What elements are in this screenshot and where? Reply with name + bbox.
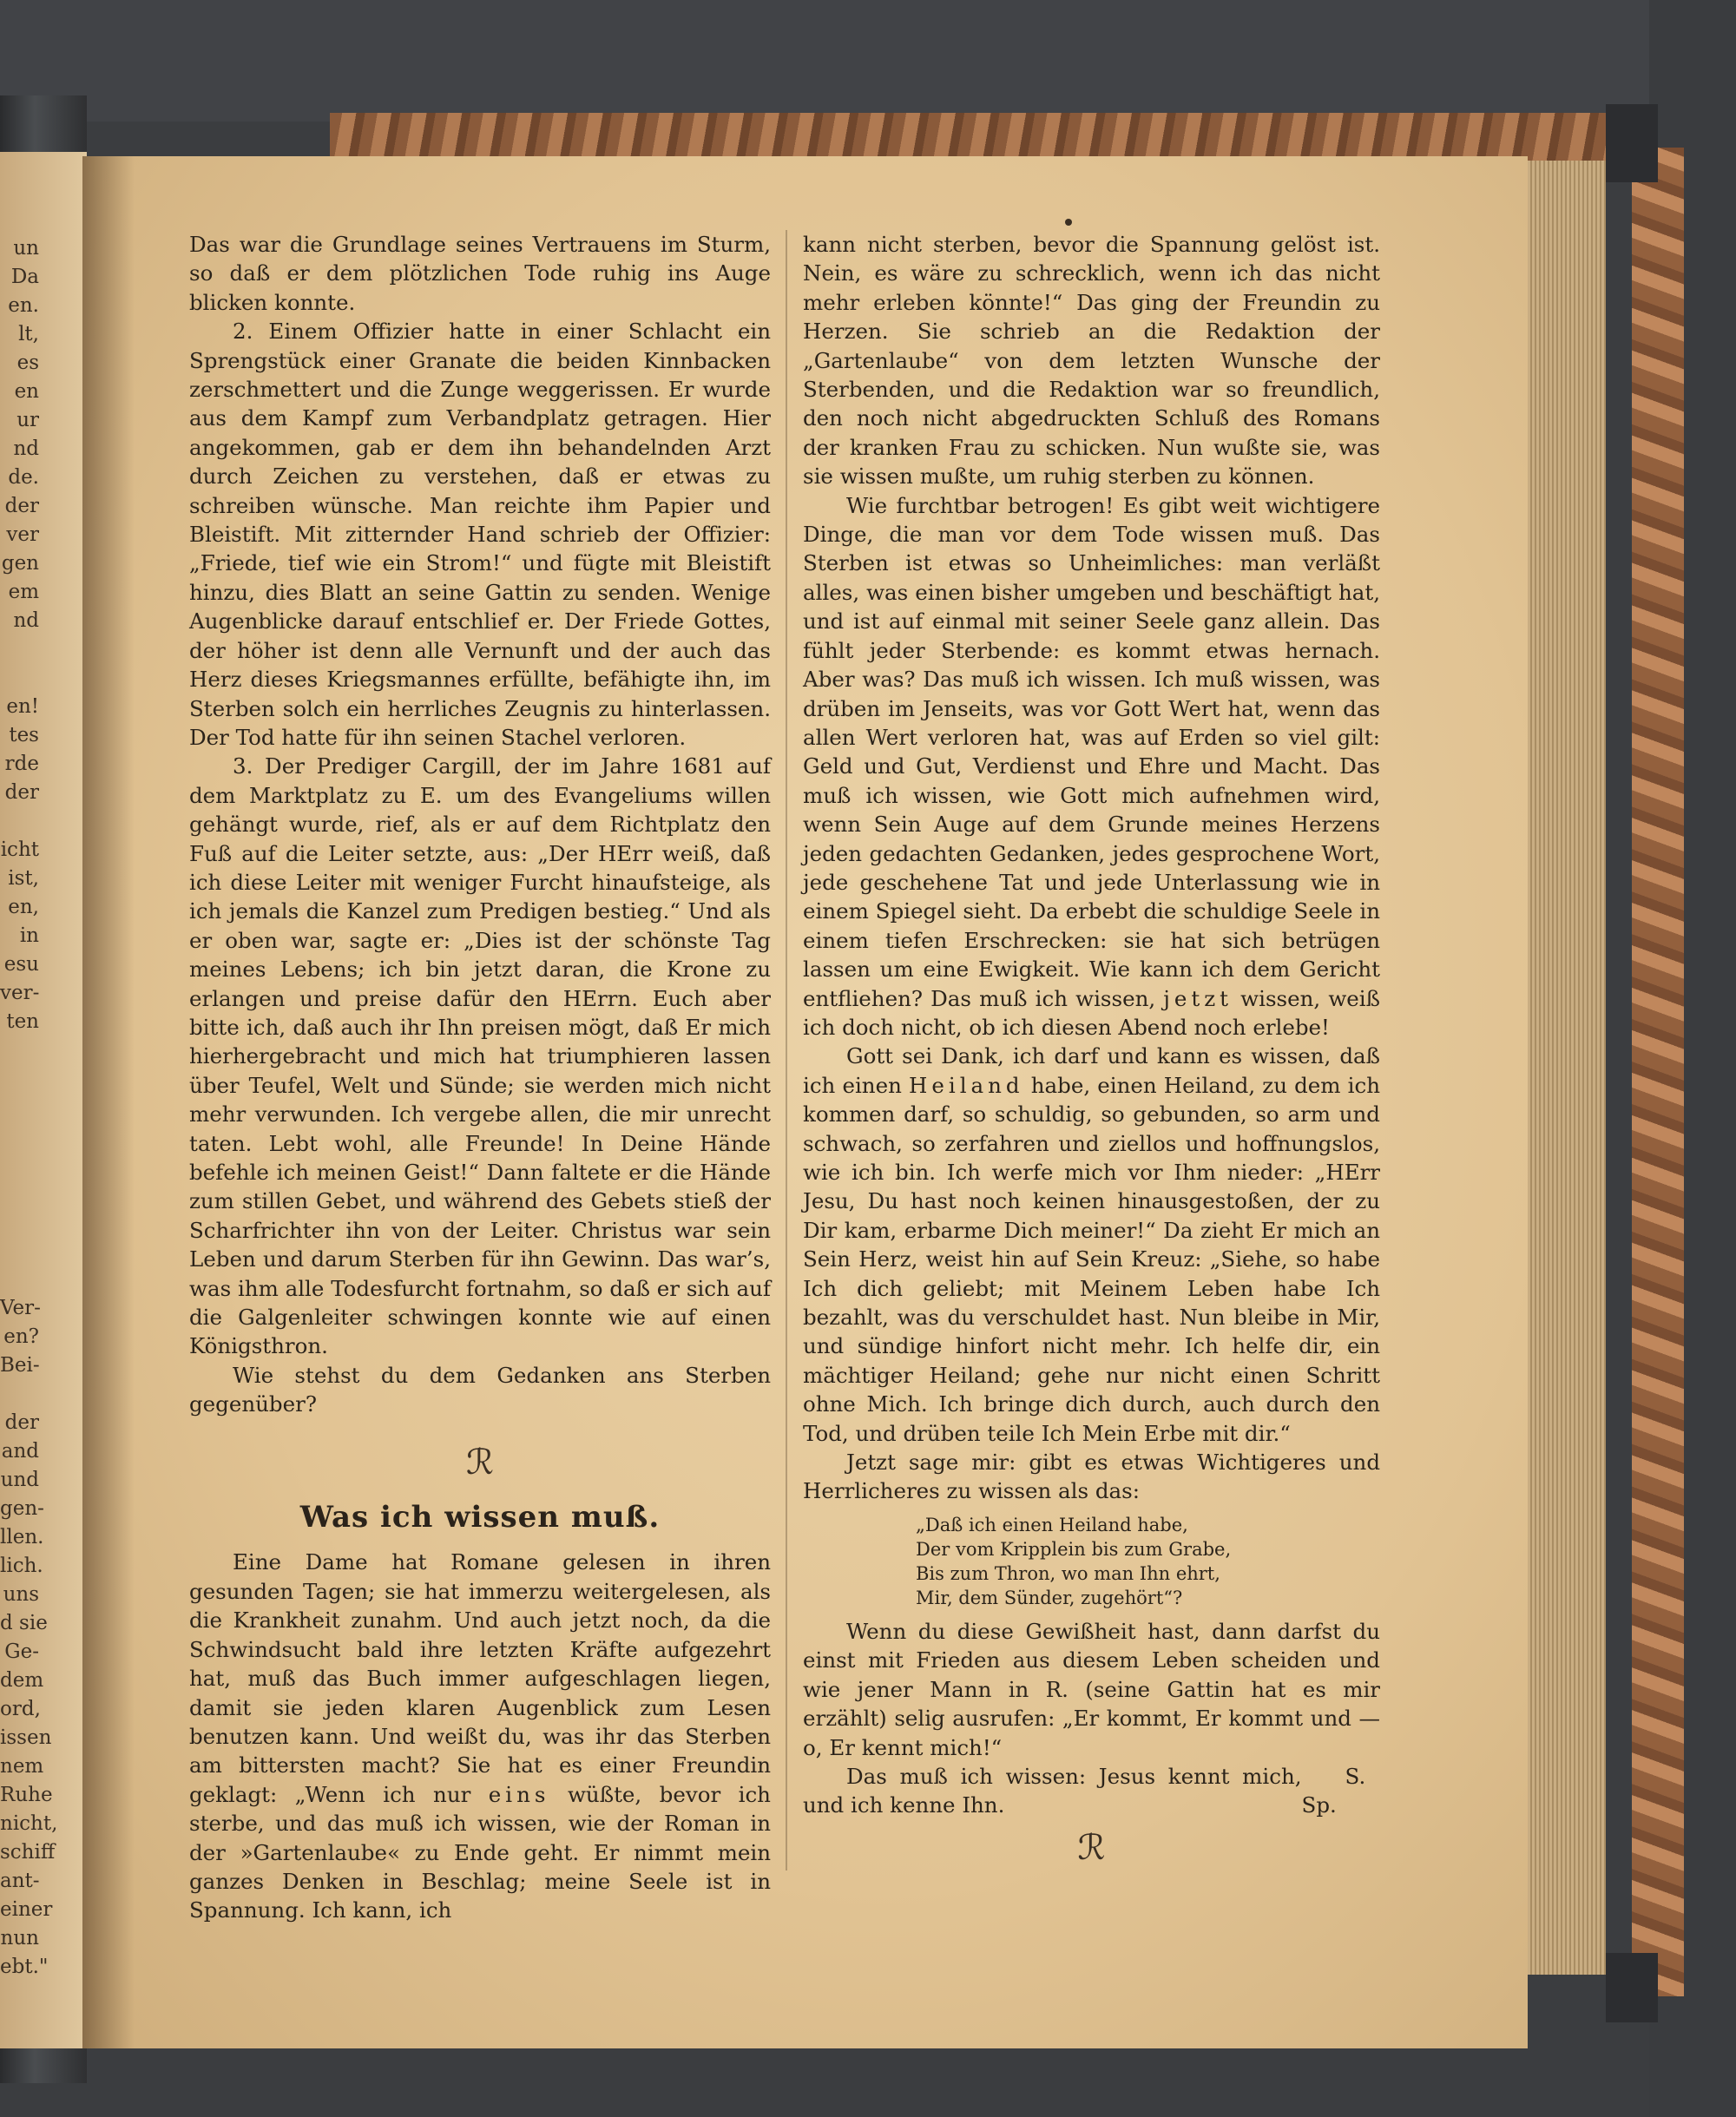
left-page-fragment bbox=[0, 664, 39, 693]
paragraph: 3. Der Prediger Cargill, der im Jahre 1681 auf dem Marktplatz zu E. um des Evangeliums willen gehängt wurde, rief, als er auf dem Richtplatz den Fuß auf die Leiter setzte, aus: „Der HErr weiß, daß ich diese Leiter mit weniger Furcht hinaufsteige, als ich jemals die Kanzel zum Predigen bestieg.“ Und als er oben war, sagte er: „Dies ist der schönste Tag meines Lebens; ich bin jetzt daran, die Krone zu erlangen und preise dafür den HErrn. Euch aber bitte ich, daß auch ihr Ihn preisen mögt, daß Er mich hierhergebracht und mich hat triumphieren lassen über Teufel, Welt und Sünde; sie werden mich nicht mehr verwunden. Ich vergebe allen, die mir unrecht taten. Lebt wohl, alle Freunde! In Deine Hände befehle ich meinen Geist!“ Dann faltete er die Hände zum stillen Gebet, und während des Gebets stieß der Scharfrichter ihn von der Leiter. Christus war sein Leben und darum Sterben für ihn Gewinn. Das war’s, was ihm alle Todesfurcht fortnahm, so daß er sich auf die Galgenleiter schwingen konnte wie auf einen Königsthron. bbox=[189, 753, 771, 1359]
left-page-fragment: en? bbox=[3, 1325, 39, 1348]
right-column bbox=[803, 230, 1380, 1889]
left-page-fragment: gen bbox=[1, 552, 39, 575]
paragraph: Das war die Grundlage seines Vertrauens im Sturm, so daß er dem plötzlichen Tode ruhig ins Auge blicken konnte. bbox=[189, 232, 771, 315]
left-page-fragment bbox=[0, 1208, 39, 1237]
left-page-fragment: gen- bbox=[0, 1497, 44, 1520]
ornament-glyph: ℛ bbox=[466, 1442, 494, 1483]
paragraph bbox=[803, 491, 1380, 1042]
left-page-fragment: der bbox=[4, 1411, 39, 1434]
text-run: wissen, weiß ich doch nicht, ob ich diesen Abend noch erlebe! bbox=[803, 985, 1380, 1040]
left-page-fragment: en! bbox=[6, 695, 39, 718]
left-page-fragment: ord, bbox=[0, 1698, 41, 1720]
left-page-fragment: lich. bbox=[0, 1555, 43, 1577]
left-page-fragment: ist, bbox=[8, 867, 39, 890]
left-page-fragment: schiff bbox=[0, 1841, 56, 1864]
left-page-fragment bbox=[0, 1180, 39, 1208]
left-page-fragment: in bbox=[19, 924, 39, 947]
left-page-fragment: Ver- bbox=[0, 1297, 41, 1319]
gutter-shadow bbox=[82, 156, 135, 2048]
text-run: Wie furchtbar betrogen! Es gibt weit wichtigere Dinge, die man vor dem Tode wissen muß. Das Sterben ist etwas so Unheimliches: man verläßt alles, was einen bisher umgeben und beschäftigt hat, und ist auf einmal mit seiner Seele ganz allein. Das fühlt jeder Sterbende: es kommt etwas hernach. Aber was? Das muß ich wissen. Ich muß wissen, was drüben im Jenseits, was vor Gott Wert hat, wenn das allen Wert verloren hat, was auf Erden so viel gilt: Geld und Gut, Verdienst und Ehre und Macht. Das muß ich wissen, wie Gott mich aufnehmen wird, wenn Sein Auge auf dem Grunde meines Herzens jeden gedachten Gedanken, jedes gesprochene Wort, jede geschehene Tat und jede Unterlassung wie in einem Spiegel sieht. Da erbebt die schuldige Seele in einem tiefen Erschrecken: sie hat sich betrügen lassen um eine Ewigkeit. Wie kann ich dem Gericht entfliehen? Das muß ich wissen, bbox=[803, 492, 1380, 1011]
text-run: Gott sei Dank, ich darf und kann es wissen, daß ich einen bbox=[803, 1043, 1380, 1098]
left-page-fragment: Ge- bbox=[4, 1640, 39, 1663]
hymn-verse bbox=[916, 1513, 1380, 1610]
left-page-fragment bbox=[0, 1122, 39, 1151]
left-column bbox=[189, 230, 771, 1925]
paragraph: kann nicht sterben, bevor die Spannung gelöst ist. Nein, es wäre zu schrecklich, wenn ich das nicht mehr erleben könnte!“ Das ging der Freundin zu Herzen. Sie schrieb an die Redaktion der „Gartenlaube“ von dem letzten Wunsche der Sterbenden, und die Redaktion war so freundlich, den noch nicht abgedruckten Schluß des Romans der kranken Frau zu schicken. Nun wußte sie, was sie wissen mußte, um ruhig sterben zu können. bbox=[803, 232, 1380, 490]
cover-corner-top bbox=[1606, 104, 1658, 182]
left-page-fragment bbox=[0, 1266, 39, 1294]
left-page-fragment: lt, bbox=[18, 323, 39, 345]
spaced-emphasis: Heiland bbox=[909, 1072, 1024, 1098]
left-page-fragment: icht bbox=[0, 838, 39, 861]
left-page-fragment bbox=[0, 1237, 39, 1266]
text-run: wüßte, bevor ich sterbe, und das muß ich wissen, wie der Roman in der »Gartenlaube« zu Ende geht. Er nimmt mein ganzes Denken in Beschlag; meine Seele ist in Spannung. Ich kann, ich bbox=[189, 1781, 771, 1923]
left-page-fragment: issen bbox=[0, 1726, 52, 1749]
left-page-fragment: rde bbox=[4, 753, 39, 775]
left-page-fragment bbox=[0, 807, 39, 836]
spaced-emphasis: eins bbox=[488, 1781, 550, 1807]
left-page-fragment: Da bbox=[10, 266, 39, 288]
left-page-fragment: Bei- bbox=[0, 1354, 40, 1377]
left-page-fragment bbox=[0, 1036, 39, 1065]
text-run: habe, einen Heiland, zu dem ich kommen darf, so schuldig, so gebunden, so arm und schwach, so zerfahren und ziellos und hoffnungslos, wie ich bin. Ich werfe mich vor Ihm nieder: „HErr Jesu, Du hast noch keinen hinausgestoßen, der zu Dir kam, erbarme Dich meiner!“ Da zieht Er mich an Sein Herz, weist hin auf Sein Kreuz: „Siehe, so habe Ich dich geliebt; mit Meinem Leben habe Ich bezahlt, was du verschuldet hast. Nun bleibe in Mir, und sündige hinfort nicht mehr. Ich helfe dir, ein mächtiger Heiland; gehe nur nicht einen Schritt ohne Mich. Ich bringe dich durch, auch durch den Tod, und drüben teile Ich Mein Erbe mit dir.“ bbox=[803, 1072, 1380, 1446]
verse-line: Bis zum Thron, wo man Ihn ehrt, bbox=[916, 1562, 1220, 1584]
spaced-emphasis: jetzt bbox=[1163, 985, 1233, 1011]
left-page-fragment: ebt." bbox=[0, 1956, 49, 1978]
left-page-fragment: nd bbox=[13, 609, 39, 632]
left-page-fragment: ver bbox=[6, 523, 39, 546]
column-divider bbox=[786, 230, 787, 1870]
left-page-fragment: es bbox=[16, 352, 39, 374]
text-run: Eine Dame hat Romane gelesen in ihren gesunden Tagen; sie hat immerzu weitergelesen, als die Krankheit zunahm. Und auch jetzt noch, da die Schwindsucht bald ihre letzten Kräfte aufgezehrt hat, muß das Buch immer aufgeschlagen liegen, damit sie jeden klaren Augenblick zum Lesen benutzen kann. Und weißt du, was ihr das Sterben am bittersten macht? Sie hat es einer Freundin geklagt: „Wenn ich nur bbox=[189, 1549, 771, 1807]
closing-line bbox=[803, 1762, 1380, 1820]
left-page-fragment: nicht, bbox=[0, 1812, 58, 1835]
left-page-fragment: en. bbox=[8, 294, 39, 317]
paragraph: Das muß ich wissen: Jesus kennt mich, und ich kenne Ihn. bbox=[803, 1763, 1302, 1818]
ornament-glyph: ℛ bbox=[1077, 1827, 1106, 1868]
left-page-fragment: nd bbox=[13, 437, 39, 460]
left-page-fragment bbox=[0, 1094, 39, 1122]
left-page-fragment: nem bbox=[0, 1755, 44, 1778]
left-page-fragment: esu bbox=[3, 953, 39, 976]
paragraph bbox=[803, 1042, 1380, 1448]
left-page-fragment: d sie bbox=[0, 1612, 48, 1634]
marbled-cover-right bbox=[1632, 148, 1684, 1996]
left-page-text-fragments bbox=[0, 234, 58, 1982]
paragraph: Jetzt sage mir: gibt es etwas Wichtigeres und Herrlicheres zu wissen als das: bbox=[803, 1450, 1380, 1504]
left-page-fragment bbox=[0, 1065, 39, 1094]
left-page-fragment bbox=[0, 1151, 39, 1180]
left-page-fragment: de. bbox=[8, 466, 39, 489]
left-page-fragment: em bbox=[8, 581, 39, 603]
paragraph bbox=[189, 1548, 771, 1924]
scan-background-top bbox=[0, 0, 1736, 122]
left-page-fragment: uns bbox=[3, 1583, 39, 1606]
left-page-fragment: der bbox=[4, 495, 39, 517]
left-page-fragment: llen. bbox=[0, 1526, 44, 1548]
left-page-fragment: einer bbox=[0, 1898, 53, 1921]
article-heading: Was ich wissen muß. bbox=[299, 1500, 661, 1535]
left-page-fragment: en, bbox=[8, 896, 39, 918]
left-page-fragment: dem bbox=[0, 1669, 44, 1692]
left-page-fragment bbox=[0, 1380, 39, 1409]
left-page-fragment: ver- bbox=[0, 982, 40, 1004]
left-page-fragment: nun bbox=[0, 1927, 39, 1949]
paragraph: Wie stehst du dem Gedanken ans Sterben gegenüber? bbox=[189, 1362, 771, 1417]
left-page-fragment: en bbox=[14, 380, 39, 403]
paragraph: Wenn du diese Gewißheit hast, dann darfst du einst mit Frieden aus diesem Leben scheiden und wie jener Mann in R. (seine Gattin hat es mir erzählt) selig ausrufen: „Er kommt, Er kommt und — o, Er kennt mich!“ bbox=[803, 1618, 1380, 1760]
left-page-fragment: der bbox=[4, 781, 39, 804]
print-speck bbox=[1065, 219, 1072, 226]
paragraph: 2. Einem Offizier hatte in einer Schlacht ein Sprengstück einer Granate die beiden Kinnbacken zerschmettert und die Zunge weggerissen. Er wurde aus dem Kampf zum Verbandplatz getragen. Hier angekommen, gab er dem ihn behandelnden Arzt durch Zeichen zu verstehen, daß er etwas zu schreiben wünsche. Man reichte ihm Papier und Bleistift. Mit zitternder Hand schrieb der Offizier: „Friede, tief wie ein Strom!“ und fügte mit Bleistift hinzu, dies Blatt an seine Gattin zu senden. Wenige Augenblicke darauf entschlief er. Der Friede Gottes, der höher ist denn alle Vernunft und der auch das Herz dieses Kriegsmannes erfüllte, befähigte ihn, im Sterben solch ein herrliches Zeugnis zu hinterlassen. Der Tod hatte für ihn seinen Stachel verloren. bbox=[189, 319, 771, 750]
verse-line: Der vom Kripplein bis zum Grabe, bbox=[916, 1538, 1232, 1560]
author-signature: S. Sp. bbox=[1301, 1763, 1366, 1818]
left-page-fragment: ant- bbox=[0, 1870, 40, 1892]
verse-line: „Daß ich einen Heiland habe, bbox=[916, 1514, 1188, 1535]
left-page-fragment bbox=[0, 635, 39, 664]
left-page-fragment: and bbox=[1, 1440, 39, 1463]
left-page-fragment: un bbox=[13, 237, 39, 260]
verse-line: Mir, dem Sünder, zugehört“? bbox=[916, 1587, 1183, 1608]
left-page-fragment: tes bbox=[9, 724, 39, 746]
cover-corner-bottom bbox=[1606, 1953, 1658, 2022]
left-page-fragment: ten bbox=[6, 1010, 39, 1033]
left-page-fragment: ur bbox=[16, 409, 39, 431]
left-page-fragment: und bbox=[0, 1469, 39, 1491]
left-page-fragment: Ruhe bbox=[0, 1784, 53, 1806]
